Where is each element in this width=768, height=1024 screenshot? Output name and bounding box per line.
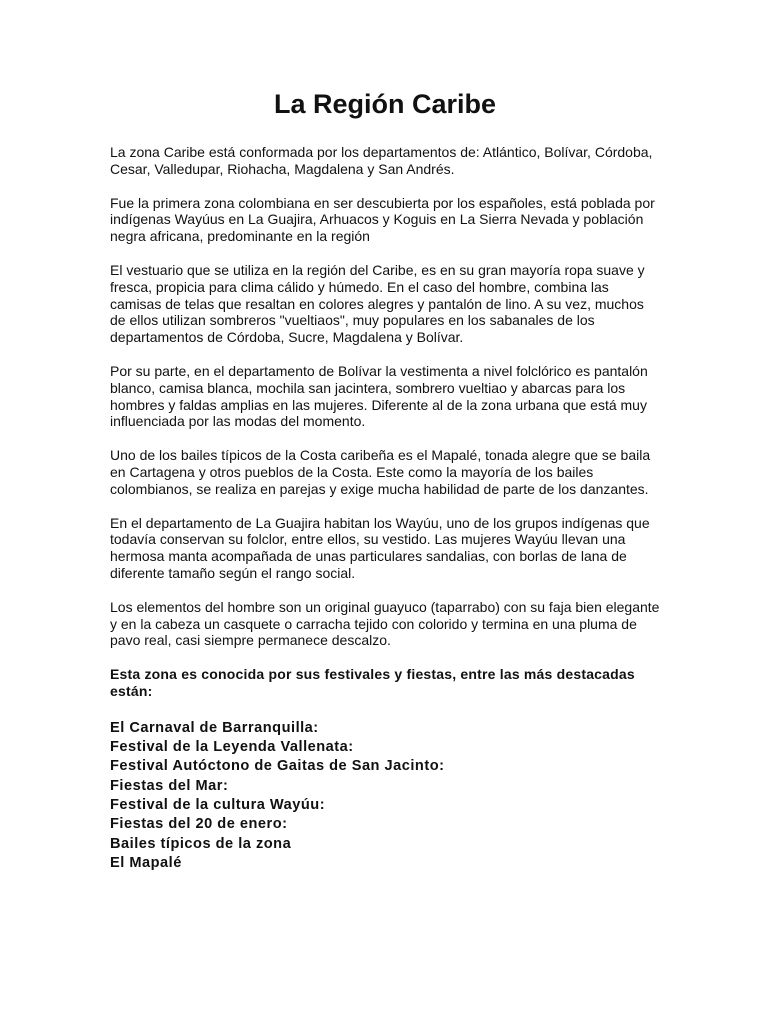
paragraph-men-attire: Los elementos del hombre son un original guayuco (taparrabo) con su faja bien elegante y en la cabeza un casquete o carracha tejido con colorido y termina en una pluma de pavo real, casi siempre permanece descalzo. — [110, 598, 660, 649]
paragraph-departments: La zona Caribe está conformada por los departamentos de: Atlántico, Bolívar, Córdoba, Cesar, Valledupar, Riohacha, Magdalena y San Andrés. — [110, 144, 653, 177]
list-item: Fiestas del 20 de enero: — [110, 816, 288, 833]
festivals-list — [110, 719, 660, 873]
paragraph-wayuu: En el departamento de La Guajira habitan los Wayúu, uno de los grupos indígenas que todavía conservan su folclor, entre ellos, su vestido. Las mujeres Wayúu llevan una hermosa manta acompañada de unas particulares sandalias, con borlas de lana de diferente tamaño según el rango social. — [110, 514, 650, 581]
list-item: Festival de la cultura Wayúu: — [110, 796, 326, 813]
list-item: Festival Autóctono de Gaitas de San Jacinto: — [110, 758, 445, 775]
paragraph-history: Fue la primera zona colombiana en ser descubierta por los españoles, está poblada por indígenas Wayúus en La Guajira, Arhuacos y Koguis en La Sierra Nevada y población negra africana, predominante en la región — [110, 194, 655, 245]
list-item: El Carnaval de Barranquilla: — [110, 719, 319, 736]
paragraph-clothing: El vestuario que se utiliza en la región del Caribe, es en su gran mayoría ropa suave y fresca, propicia para clima cálido y húmedo. En el caso del hombre, combina las camisas de telas que resaltan en colores alegres y pantalón de lino. A su vez, muchos de ellos utilizan sombreros "vueltiaos", muy populares en los sabanales de los departamentos de Córdoba, Sucre, Magdalena y Bolívar. — [110, 261, 645, 346]
paragraph-bolivar: Por su parte, en el departamento de Bolívar la vestimenta a nivel folclórico es pantalón blanco, camisa blanca, mochila san jacintera, sombrero vueltiao y abarcas para los hombres y faldas amplias en las mujeres. Diferente al de la zona urbana que está muy influenciada por las modas del momento. — [110, 362, 648, 430]
paragraph-mapale: Uno de los bailes típicos de la Costa caribeña es el Mapalé, tonada alegre que se baila en Cartagena y otros pueblos de la Costa. Este como la mayoría de los bailes colombianos, se realiza en parejas y exige mucha habilidad de parte de los danzantes. — [110, 447, 651, 497]
list-item: Festival de la Leyenda Vallenata: — [110, 739, 354, 756]
festivals-intro: Esta zona es conocida por sus festivales y fiestas, entre las más destacadas están: — [110, 666, 635, 699]
document-page — [110, 84, 660, 873]
list-item: El Mapalé — [110, 854, 182, 871]
list-item: Fiestas del Mar: — [110, 777, 229, 794]
list-item: Bailes típicos de la zona — [110, 835, 292, 852]
document-title: La Región Caribe — [273, 89, 497, 119]
